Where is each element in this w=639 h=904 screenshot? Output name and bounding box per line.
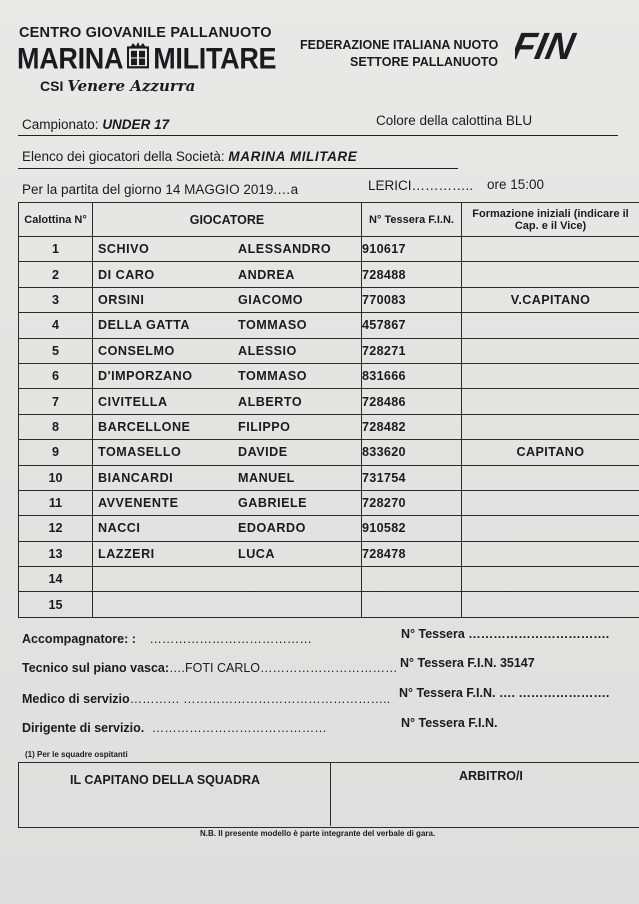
formation-role bbox=[462, 389, 639, 414]
player-cell bbox=[93, 287, 362, 312]
federation-line1: FEDERAZIONE ITALIANA NUOTO bbox=[300, 38, 499, 52]
formation-role bbox=[462, 541, 639, 566]
header-tessera: N° Tessera F.I.N. bbox=[362, 203, 462, 237]
tecnico-row bbox=[22, 661, 398, 675]
calottina-number: 12 bbox=[19, 516, 93, 541]
divider bbox=[18, 135, 618, 136]
tessera-number: 831666 bbox=[362, 363, 462, 388]
capitano-signature-label: IL CAPITANO DELLA SQUADRA bbox=[70, 773, 261, 787]
formation-role bbox=[462, 490, 639, 515]
player-cell bbox=[93, 465, 362, 490]
medico-label: Medico di servizio bbox=[22, 692, 130, 706]
calottina-number: 5 bbox=[19, 338, 93, 363]
calottina-number: 1 bbox=[19, 237, 93, 262]
formation-role bbox=[462, 567, 639, 592]
tessera-number: 833620 bbox=[362, 440, 462, 465]
table-header-row bbox=[19, 203, 639, 237]
tecnico-tessera: N° Tessera F.I.N. 35147 bbox=[400, 656, 535, 670]
club-script: Venere Azzurra bbox=[67, 77, 196, 95]
player-surname: BARCELLONE bbox=[98, 419, 191, 434]
player-surname: TOMASELLO bbox=[98, 445, 182, 460]
player-surname: AVVENENTE bbox=[98, 496, 179, 511]
elenco-label: Elenco dei giocatori della Società: bbox=[22, 149, 225, 164]
player-name: ALESSIO bbox=[238, 343, 297, 358]
calottina-number: 14 bbox=[19, 567, 93, 592]
formation-role bbox=[462, 516, 639, 541]
accompagnatore-row bbox=[22, 632, 312, 646]
calottina-number: 9 bbox=[19, 440, 93, 465]
player-cell bbox=[93, 440, 362, 465]
table-row bbox=[19, 287, 639, 312]
club-line1: CENTRO GIOVANILE PALLANUOTO bbox=[19, 25, 272, 41]
header-giocatore: GIOCATORE bbox=[93, 203, 362, 237]
player-surname: LAZZERI bbox=[98, 546, 155, 561]
medico-dots: ………… ………………………………………….. bbox=[129, 692, 391, 706]
player-name: FILIPPO bbox=[238, 419, 291, 434]
note-ospitanti: (1) Per le squadre ospitanti bbox=[25, 750, 128, 759]
ore-value: ore 15:00 bbox=[487, 177, 545, 192]
table-row bbox=[19, 262, 639, 287]
table-row bbox=[19, 414, 639, 439]
accompagnatore-dots: ………………………………… bbox=[149, 632, 312, 646]
table-row bbox=[19, 541, 639, 566]
tessera-number: 728478 bbox=[362, 541, 462, 566]
calottina-number: 13 bbox=[19, 541, 93, 566]
societa-value: MARINA MILITARE bbox=[228, 149, 358, 164]
player-name: ANDREA bbox=[238, 267, 295, 282]
player-name: GABRIELE bbox=[238, 496, 308, 511]
calottina-number: 15 bbox=[19, 592, 93, 617]
tecnico-label: Tecnico sul piano vasca: bbox=[22, 661, 170, 675]
footer-note: N.B. Il presente modello è parte integrante del verbale di gara. bbox=[200, 829, 436, 838]
header-calottina: Calottina N° bbox=[19, 203, 93, 237]
tessera-number: 728271 bbox=[362, 338, 462, 363]
calottina-number: 6 bbox=[19, 363, 93, 388]
formation-role bbox=[462, 414, 639, 439]
calottina-number: 3 bbox=[19, 287, 93, 312]
player-cell bbox=[93, 389, 362, 414]
campionato-row bbox=[22, 117, 169, 132]
calottina-number: 10 bbox=[19, 465, 93, 490]
tessera-number: 910617 bbox=[362, 237, 462, 262]
player-name: TOMMASO bbox=[238, 318, 308, 333]
table-row bbox=[19, 338, 639, 363]
player-surname: NACCI bbox=[98, 521, 141, 536]
player-surname: ORSINI bbox=[98, 292, 145, 307]
player-surname: DI CARO bbox=[98, 267, 155, 282]
calottina-number: 11 bbox=[19, 490, 93, 515]
campionato-value: UNDER 17 bbox=[102, 117, 170, 132]
player-name: MANUEL bbox=[238, 470, 295, 485]
player-name: GIACOMO bbox=[238, 292, 304, 307]
player-cell bbox=[93, 262, 362, 287]
dirigente-tessera: N° Tessera F.I.N. bbox=[401, 716, 498, 730]
player-cell bbox=[93, 541, 362, 566]
header-formazione: Formazione iniziali (indicare il Cap. e il Vice) bbox=[462, 203, 639, 237]
player-cell bbox=[93, 237, 362, 262]
medico-tessera: N° Tessera F.I.N. …. …………………. bbox=[399, 686, 610, 700]
player-surname: D'IMPORZANO bbox=[98, 369, 193, 384]
table-row bbox=[19, 440, 639, 465]
club-line3 bbox=[40, 77, 195, 95]
player-name: LUCA bbox=[238, 546, 275, 561]
table-row bbox=[19, 592, 639, 617]
luogo-value: LERICI………….. bbox=[368, 178, 474, 193]
table-row bbox=[19, 313, 639, 338]
table-row bbox=[19, 490, 639, 515]
formation-role bbox=[462, 237, 639, 262]
tessera-number: 728486 bbox=[362, 389, 462, 414]
calottina-number: 2 bbox=[19, 262, 93, 287]
formation-role bbox=[462, 338, 639, 363]
calottina-color: Colore della calottina BLU bbox=[376, 113, 533, 128]
player-cell bbox=[93, 567, 362, 592]
club-name-right: MILITARE bbox=[153, 42, 277, 75]
elenco-row bbox=[22, 149, 357, 164]
formation-role bbox=[462, 313, 639, 338]
player-cell bbox=[93, 313, 362, 338]
club-csi: CSI bbox=[40, 78, 64, 94]
player-cell bbox=[93, 363, 362, 388]
calottina-number: 8 bbox=[19, 414, 93, 439]
arbitro-signature-label: ARBITRO/I bbox=[459, 769, 523, 783]
tessera-number: 770083 bbox=[362, 287, 462, 312]
player-name: ALBERTO bbox=[238, 394, 303, 409]
federation-line2: SETTORE PALLANUOTO bbox=[350, 55, 498, 69]
formation-role bbox=[462, 262, 639, 287]
tessera-number: 731754 bbox=[362, 465, 462, 490]
signature-box bbox=[18, 762, 639, 828]
tessera-number: 910582 bbox=[362, 516, 462, 541]
tessera-number bbox=[362, 592, 462, 617]
player-name: DAVIDE bbox=[238, 445, 288, 460]
tecnico-value: ….FOTI CARLO…………………………… bbox=[169, 661, 398, 675]
player-name: EDOARDO bbox=[238, 521, 306, 536]
player-surname: BIANCARDI bbox=[98, 470, 174, 485]
medico-row bbox=[22, 692, 390, 706]
roster-table bbox=[18, 202, 639, 618]
player-cell bbox=[93, 338, 362, 363]
table-row bbox=[19, 567, 639, 592]
accompagnatore-label: Accompagnatore: : bbox=[22, 632, 136, 646]
dirigente-dots: …………………………………… bbox=[151, 721, 327, 735]
calottina-number: 7 bbox=[19, 389, 93, 414]
player-cell bbox=[93, 414, 362, 439]
club-name bbox=[17, 42, 276, 76]
formation-role: V.CAPITANO bbox=[462, 287, 639, 312]
tessera-number: 457867 bbox=[362, 313, 462, 338]
formation-role bbox=[462, 592, 639, 617]
formation-role bbox=[462, 465, 639, 490]
dirigente-row bbox=[22, 721, 327, 735]
table-row bbox=[19, 389, 639, 414]
table-row bbox=[19, 516, 639, 541]
player-name: ALESSANDRO bbox=[238, 242, 332, 257]
accompagnatore-tessera: N° Tessera ……………………………. bbox=[401, 627, 610, 641]
tessera-number: 728270 bbox=[362, 490, 462, 515]
player-surname: SCHIVO bbox=[98, 242, 150, 257]
player-cell bbox=[93, 592, 362, 617]
fin-logo-text: FIN bbox=[515, 26, 579, 66]
tessera-number: 728482 bbox=[362, 414, 462, 439]
player-name: TOMMASO bbox=[238, 369, 308, 384]
calottina-number: 4 bbox=[19, 313, 93, 338]
dirigente-label: Dirigente di servizio. bbox=[22, 721, 145, 735]
tessera-number bbox=[362, 567, 462, 592]
campionato-label: Campionato: bbox=[22, 117, 99, 132]
crest-icon bbox=[125, 42, 151, 71]
player-cell bbox=[93, 490, 362, 515]
signature-divider bbox=[330, 762, 331, 826]
formation-role bbox=[462, 363, 639, 388]
table-row bbox=[19, 237, 639, 262]
table-row bbox=[19, 363, 639, 388]
tessera-number: 728488 bbox=[362, 262, 462, 287]
fin-logo bbox=[515, 26, 611, 71]
player-cell bbox=[93, 516, 362, 541]
table-row bbox=[19, 465, 639, 490]
formation-role: CAPITANO bbox=[462, 440, 639, 465]
player-surname: CIVITELLA bbox=[98, 394, 168, 409]
club-name-left: MARINA bbox=[17, 42, 124, 75]
player-surname: DELLA GATTA bbox=[98, 318, 191, 333]
divider bbox=[18, 168, 458, 169]
player-surname: CONSELMO bbox=[98, 343, 175, 358]
partita-label: Per la partita del giorno 14 MAGGIO 2019.…a bbox=[22, 182, 299, 197]
